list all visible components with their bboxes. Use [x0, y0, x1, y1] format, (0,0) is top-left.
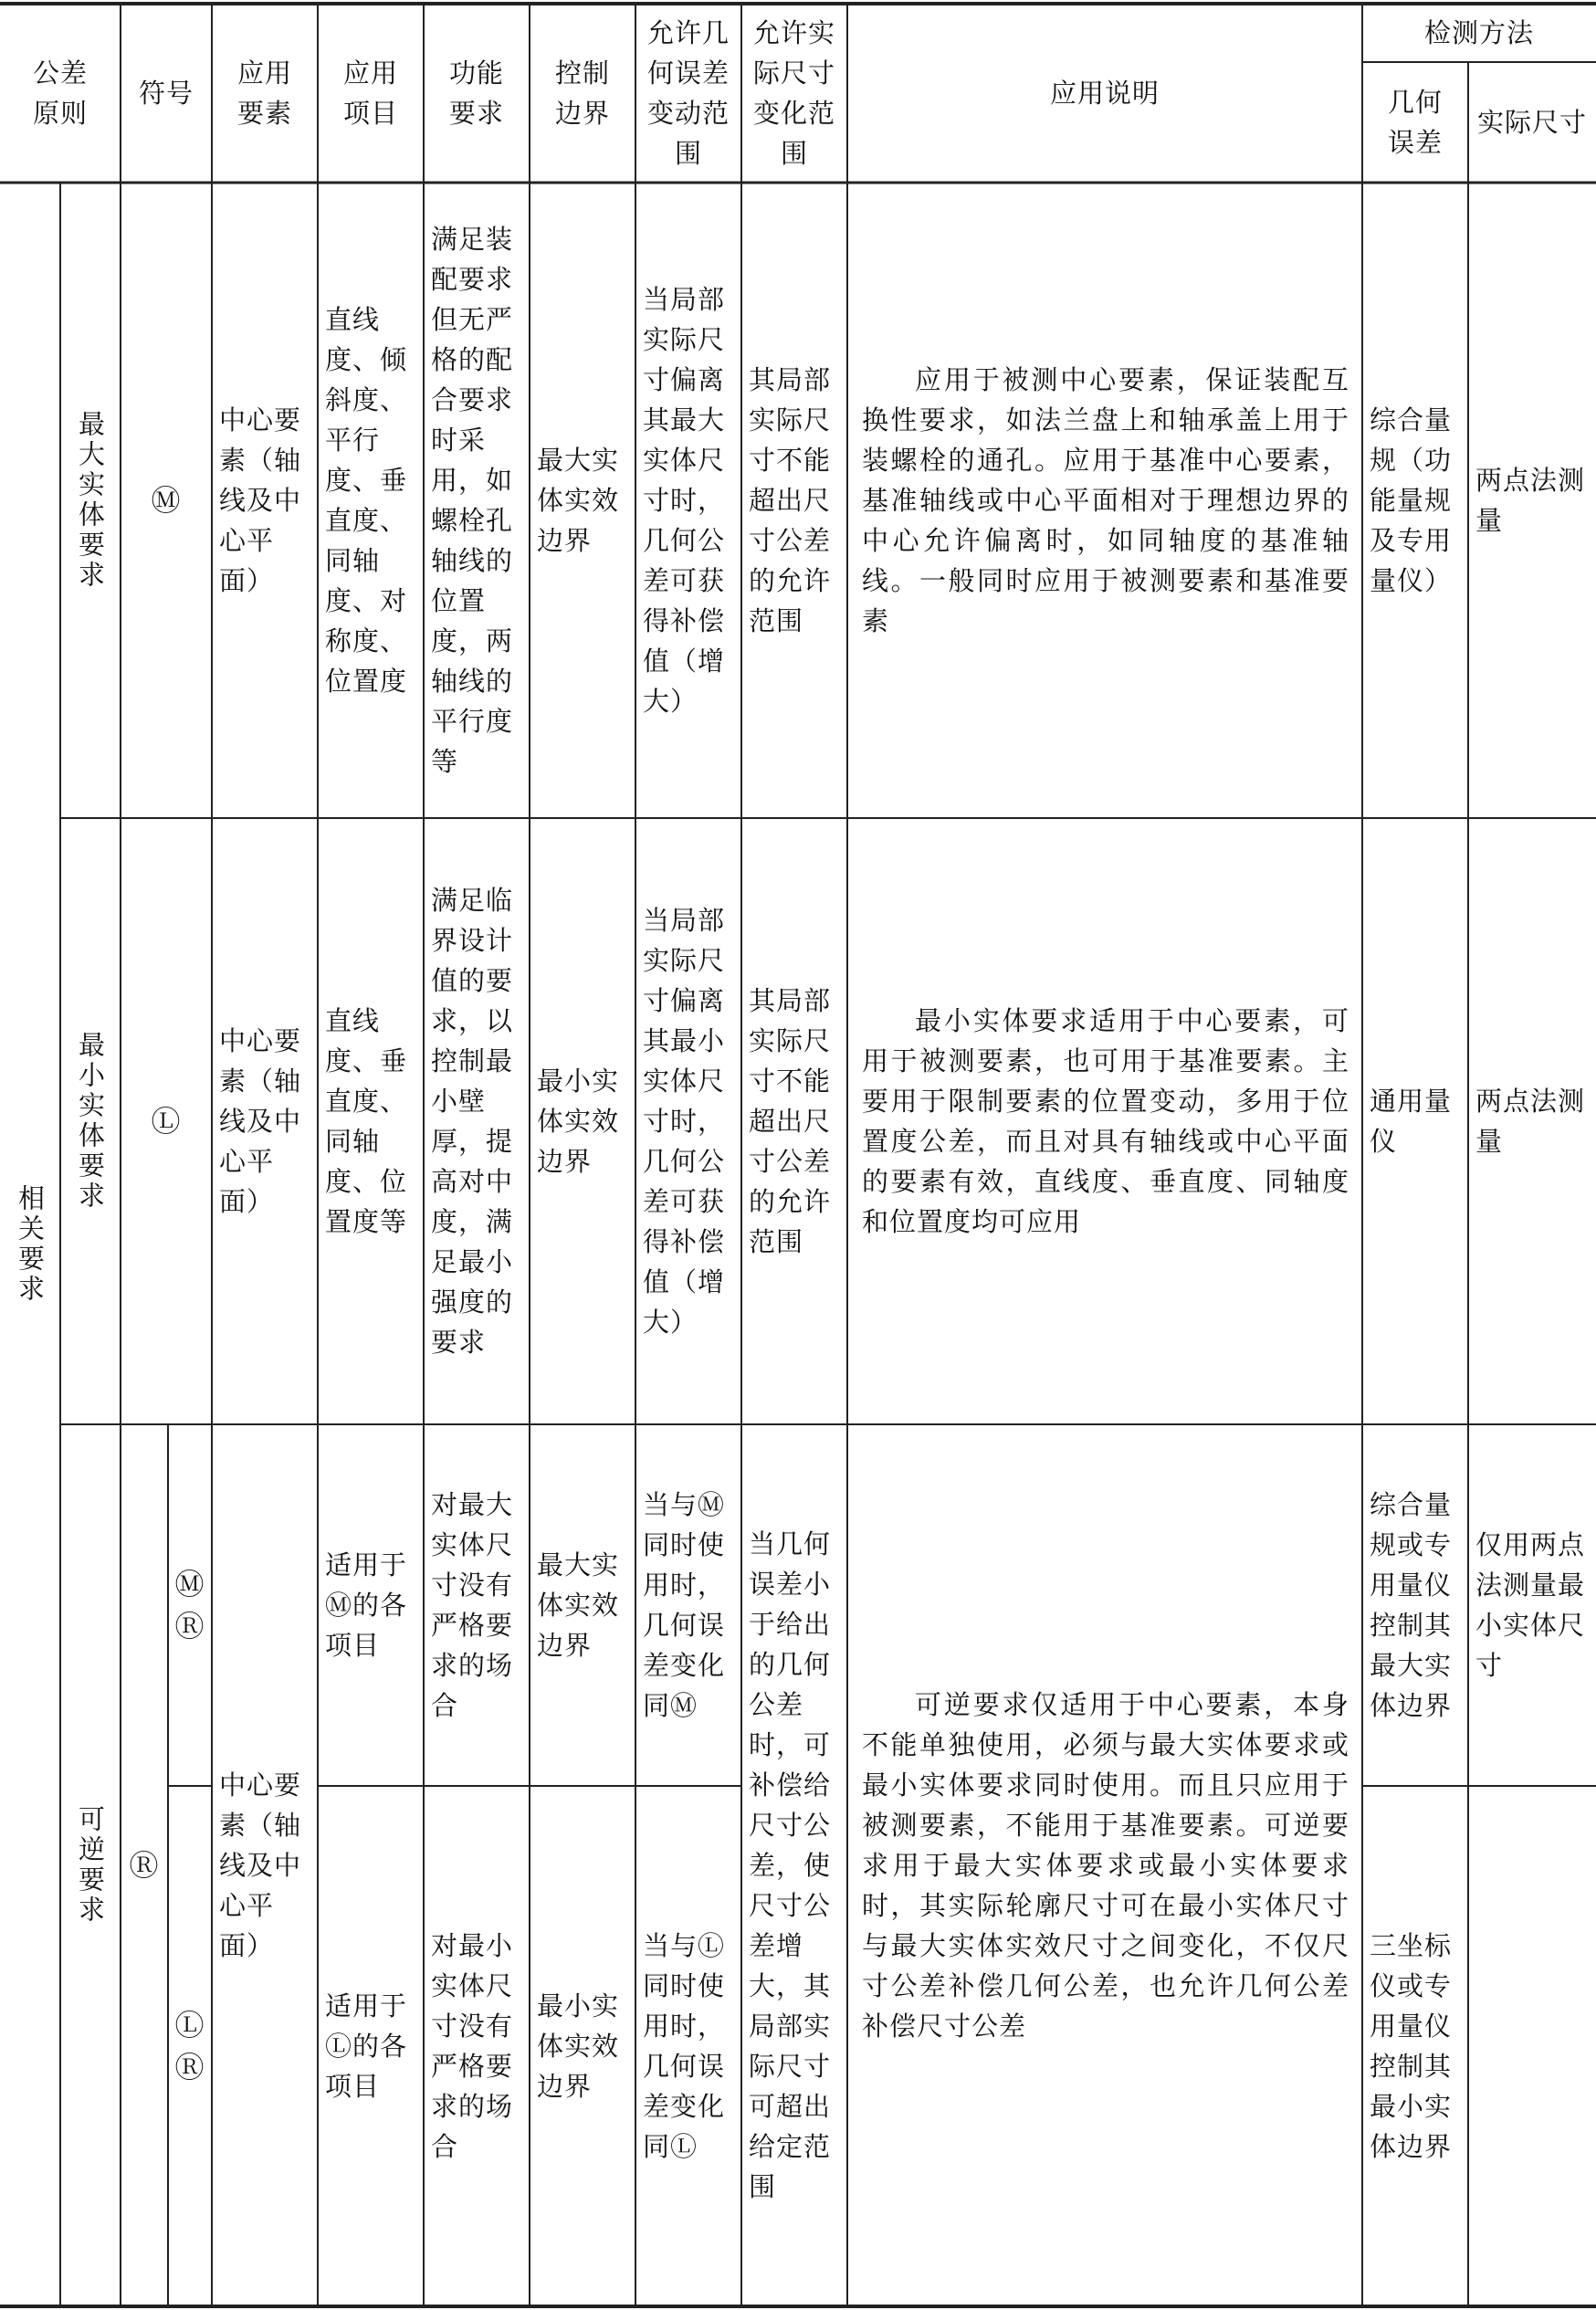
description-rpr: 可逆要求仅适用于中心要素，本身不能单独使用，必须与最大实体要求或最小实体要求同时使用。而且只应用于被测要素，不能用于基准要素。可逆要求用于最大实体要求或最小实体要求时，其实际轮廓尺寸可在最小实体尺寸与最大实体实效尺寸之间变化，不仅尺寸公差补偿几何公差，也允许几何公差补偿尺寸公差 — [862, 1689, 1349, 2042]
description-lmr: 最小实体要求适用于中心要素，可用于被测要素，也可用于基准要素。主要用于限制要素的位置变动，多用于位置度公差，而且对具有轴线或中心平面的要素有效，直线度、垂直度、同轴度和位置度均可应用 — [862, 1005, 1349, 1237]
boundary-rpr-mmr: 最大实体实效边界 — [537, 1549, 620, 1661]
description-mmr: 应用于被测中心要素，保证装配互换性要求，如法兰盘上和轴承盖上用于装螺栓的通孔。应用于基准中心要素，基准轴线或中心平面相对于理想边界的中心允许偏离时，如同轴度的基准轴线。一般同时应用于被测要素和基准要素 — [862, 364, 1349, 636]
header-applied-element: 应用要素 — [236, 58, 292, 129]
function-lmr: 满足临界设计值的要求，以控制最小壁厚，提高对中度，满足最小强度的要求 — [431, 885, 514, 1358]
header-control-boundary: 控制边界 — [554, 58, 610, 129]
element-rpr: 中心要素（轴线及中心平面） — [219, 1769, 302, 1961]
header-actual-size: 实际尺寸 — [1476, 107, 1587, 138]
geo-method-mmr: 综合量规（功能量规及专用量仪） — [1370, 404, 1453, 596]
header-detection-method: 检测方法 — [1423, 17, 1534, 48]
size-method-mmr: 两点法测量 — [1475, 465, 1586, 536]
boundary-lmr: 最小实体实效边界 — [537, 1066, 620, 1177]
items-rpr-lmr: 适用于Ⓛ的各项目 — [325, 1990, 408, 2102]
size-range-lmr: 其局部实际尺寸不能超出尺寸公差的允许范围 — [749, 985, 832, 1257]
geo-method-rpr-mmr: 综合量规或专用量仪控制其最大实体边界 — [1370, 1489, 1453, 1721]
header-app-description: 应用说明 — [1049, 78, 1160, 109]
boundary-rpr-lmr: 最小实体实效边界 — [537, 1990, 620, 2102]
function-mmr: 满足装配要求但无严格的配合要求时采用，如螺栓孔轴线的位置度，两轴线的平行度等 — [431, 224, 514, 777]
header-tolerance-principle: 公差原则 — [32, 58, 88, 129]
header-applied-item: 应用项目 — [342, 58, 398, 129]
size-method-lmr: 两点法测量 — [1475, 1086, 1586, 1157]
items-lmr: 直线度、垂直度、同轴度、位置度等 — [325, 1005, 408, 1237]
symbol-lmr: Ⓛ — [151, 1104, 182, 1139]
element-lmr: 中心要素（轴线及中心平面） — [219, 1025, 302, 1217]
function-rpr-mmr: 对最大实体尺寸没有严格要求的场合 — [431, 1489, 514, 1721]
principle-rpr: 可逆要求 — [75, 1805, 106, 1926]
header-size-change-range: 允许实际尺寸变化范围 — [752, 17, 835, 169]
boundary-mmr: 最大实体实效边界 — [537, 445, 620, 556]
function-rpr-lmr: 对最小实体尺寸没有严格要求的场合 — [431, 1930, 514, 2162]
symbol-rpr: Ⓡ — [129, 1848, 160, 1883]
items-mmr: 直线度、倾斜度、平行度、垂直度、同轴度、对称度、位置度 — [325, 304, 408, 697]
geo-range-lmr: 当局部实际尺寸偏离其最小实体尺寸时，几何公差可获得补偿值（增大） — [643, 905, 726, 1338]
symbol-rpr-lmr: Ⓛ Ⓡ — [174, 2008, 205, 2084]
symbol-mmr: Ⓜ — [151, 483, 182, 518]
geo-method-lmr: 通用量仪 — [1370, 1086, 1453, 1157]
header-symbol: 符号 — [138, 78, 194, 109]
header-geo-error: 几何误差 — [1387, 87, 1443, 158]
items-rpr-mmr: 适用于Ⓜ的各项目 — [325, 1549, 408, 1661]
header-geo-error-range: 允许几何误差变动范围 — [646, 17, 730, 169]
group-label-related-requirements: 相关要求 — [15, 1184, 46, 1305]
size-range-mmr: 其局部实际尺寸不能超出尺寸公差的允许范围 — [749, 364, 832, 636]
symbol-rpr-mmr: Ⓜ Ⓡ — [174, 1567, 205, 1643]
header-function-requirement: 功能要求 — [448, 58, 504, 129]
size-method-rpr-mmr: 仅用两点法测量最小实体尺寸 — [1475, 1529, 1586, 1681]
geo-range-rpr-lmr: 当与Ⓛ同时使用时，几何误差变化同Ⓛ — [643, 1930, 726, 2162]
geo-range-rpr-mmr: 当与Ⓜ同时使用时，几何误差变化同Ⓜ — [643, 1489, 726, 1721]
element-mmr: 中心要素（轴线及中心平面） — [219, 404, 302, 596]
geo-range-mmr: 当局部实际尺寸偏离其最大实体尺寸时，几何公差可获得补偿值（增大） — [643, 284, 726, 717]
principle-lmr: 最小实体要求 — [75, 1031, 106, 1212]
principle-mmr: 最大实体要求 — [75, 410, 106, 591]
geo-method-rpr-lmr: 三坐标仪或专用量仪控制其最小实体边界 — [1370, 1930, 1453, 2162]
size-range-rpr: 当几何误差小于给出的几何公差时，可补偿给尺寸公差，使尺寸公差增大，其局部实际尺寸可超出给定范围 — [749, 1528, 832, 2202]
